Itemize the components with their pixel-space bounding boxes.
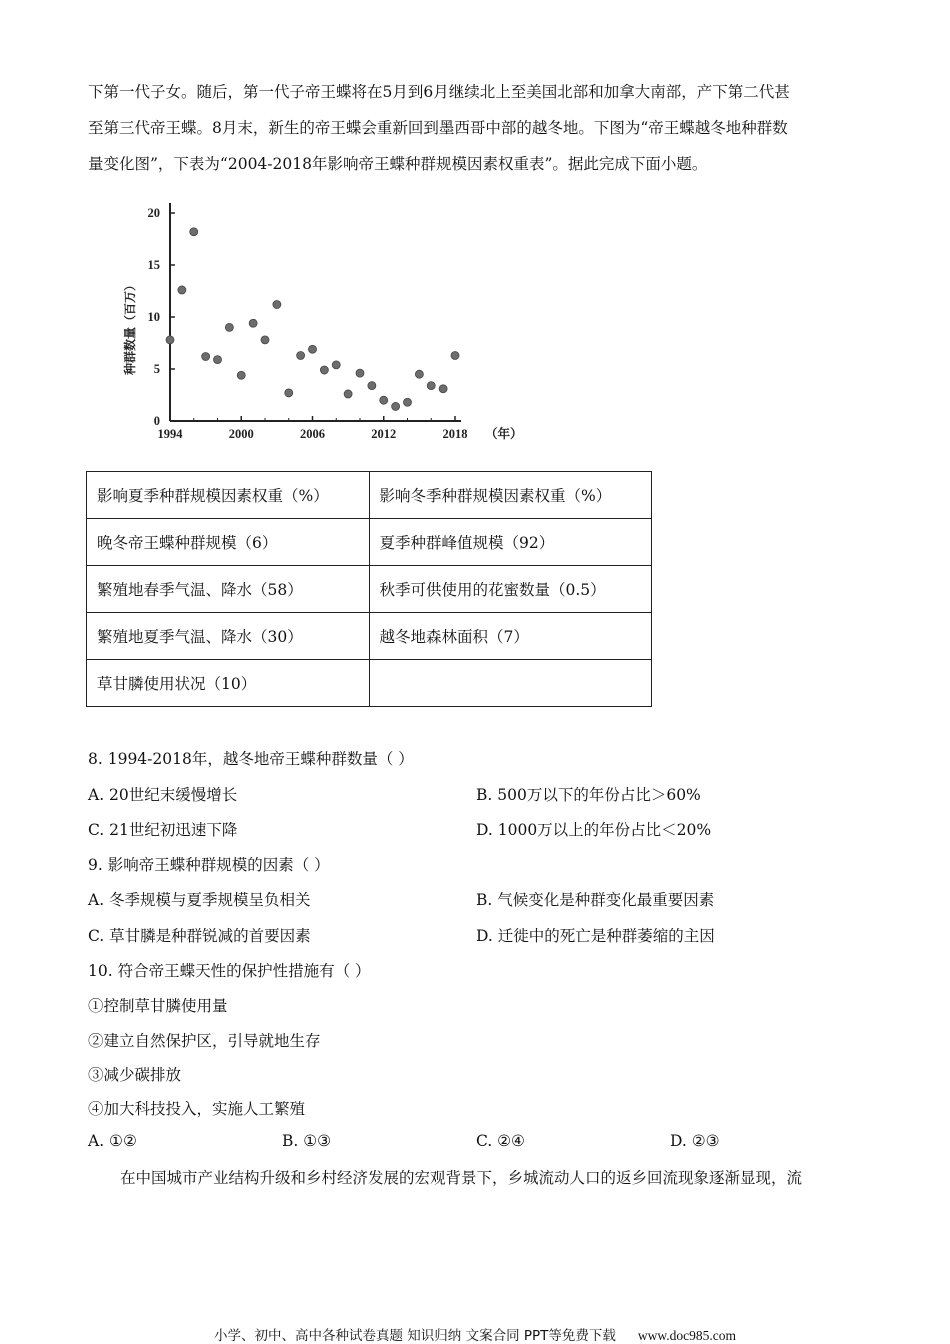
- data-point: [332, 361, 340, 369]
- chart-axes: [122, 203, 523, 441]
- data-point: [320, 366, 328, 374]
- data-point: [404, 398, 412, 406]
- data-point: [178, 286, 186, 294]
- x-axis-label: （年）: [485, 426, 523, 441]
- x-tick-label: 1994: [157, 427, 183, 441]
- data-point: [285, 389, 293, 397]
- data-point: [249, 319, 257, 327]
- y-tick-label: 20: [147, 206, 160, 220]
- x-tick-label: 2018: [442, 427, 468, 441]
- q9-option-d: D. 迁徙中的死亡是种群萎缩的主因: [476, 927, 715, 945]
- q10-option-d: D. ②③: [670, 1132, 720, 1150]
- table-cell: 秋季可供使用的花蜜数量（0.5）: [369, 566, 652, 613]
- q8-option-b: B. 500万以下的年份占比＞60%: [476, 786, 701, 804]
- data-point: [166, 336, 174, 344]
- next-passage-line: 在中国城市产业结构升级和乡村经济发展的宏观背景下，乡城流动人口的返乡回流现象逐渐显现，流: [120, 1169, 803, 1187]
- q10-option-a: A. ①②: [88, 1132, 137, 1150]
- y-axis-label: 种群数量（百万）: [123, 278, 137, 376]
- table-row: [87, 566, 652, 613]
- data-point: [439, 385, 447, 393]
- table-cell: 越冬地森林面积（7）: [369, 613, 652, 660]
- q9-option-c: C. 草甘膦是种群锐减的首要因素: [88, 927, 311, 945]
- table-cell: 繁殖地夏季气温、降水（30）: [87, 613, 370, 660]
- table-cell: 繁殖地春季气温、降水（58）: [87, 566, 370, 613]
- q10-statement-1: ①控制草甘膦使用量: [88, 997, 228, 1015]
- data-point: [237, 371, 245, 379]
- data-point: [261, 336, 269, 344]
- q9-stem: 9. 影响帝王蝶种群规模的因素（ ）: [88, 856, 330, 874]
- intro-line-3: 量变化图”，下表为“2004-2018年影响帝王蝶种群规模因素权重表”。据此完成下面小题。: [88, 155, 708, 173]
- data-point: [273, 301, 281, 309]
- footer-text: 小学、初中、高中各种试卷真题 知识归纳 文案合同 PPT等免费下载: [213, 1328, 616, 1344]
- data-point: [190, 228, 198, 236]
- q8-stem: 8. 1994-2018年，越冬地帝王蝶种群数量（ ）: [88, 750, 414, 768]
- data-point: [214, 356, 222, 364]
- data-point: [415, 370, 423, 378]
- table-cell: 草甘膦使用状况（10）: [87, 660, 370, 707]
- y-tick-label: 10: [147, 310, 160, 324]
- q10-option-c: C. ②④: [476, 1132, 525, 1150]
- y-tick-label: 15: [147, 258, 160, 272]
- data-point: [297, 351, 305, 359]
- factor-weight-table: [86, 471, 652, 707]
- data-point: [225, 323, 233, 331]
- y-tick-label: 0: [153, 414, 160, 428]
- q9-option-a: A. 冬季规模与夏季规模呈负相关: [88, 891, 311, 909]
- q8-option-d: D. 1000万以上的年份占比＜20%: [476, 821, 712, 839]
- intro-line-1: 下第一代子女。随后，第一代子帝王蝶将在5月到6月继续北上至美国北部和加拿大南部，产下第二代甚: [88, 83, 790, 101]
- q10-stem: 10. 符合帝王蝶天性的保护性措施有（ ）: [88, 962, 371, 980]
- q8-option-c: C. 21世纪初迅速下降: [88, 821, 238, 839]
- intro-line-2: 至第三代帝王蝶。8月末，新生的帝王蝶会重新回到墨西哥中部的越冬地。下图为“帝王蝶越冬地种群数: [88, 119, 788, 137]
- data-point: [451, 351, 459, 359]
- data-point: [380, 396, 388, 404]
- table-row: [87, 519, 652, 566]
- data-point: [392, 402, 400, 410]
- x-tick-label: 2012: [371, 427, 397, 441]
- table-header-winter: 影响冬季种群规模因素权重（%）: [369, 472, 652, 519]
- chart-points: [166, 228, 459, 411]
- population-scatter-chart: [112, 196, 532, 448]
- y-tick-label: 5: [153, 362, 160, 376]
- data-point: [309, 345, 317, 353]
- data-point: [202, 353, 210, 361]
- q9-option-b: B. 气候变化是种群变化最重要因素: [476, 891, 715, 909]
- table-header-summer: 影响夏季种群规模因素权重（%）: [87, 472, 370, 519]
- q10-statement-2: ②建立自然保护区，引导就地生存: [88, 1032, 321, 1050]
- q8-option-a: A. 20世纪末缓慢增长: [88, 786, 238, 804]
- data-point: [356, 369, 364, 377]
- table-cell: 夏季种群峰值规模（92）: [369, 519, 652, 566]
- page-footer: [0, 1324, 950, 1344]
- table-row: [87, 613, 652, 660]
- q10-option-b: B. ①③: [282, 1132, 332, 1150]
- data-point: [427, 382, 435, 390]
- table-row: [87, 660, 652, 707]
- data-point: [344, 390, 352, 398]
- table-cell: [369, 660, 652, 707]
- table-cell: 晚冬帝王蝶种群规模（6）: [87, 519, 370, 566]
- x-tick-label: 2006: [300, 427, 325, 441]
- table-header-row: [87, 472, 652, 519]
- footer-site-link[interactable]: www.doc985.com: [637, 1328, 736, 1343]
- q10-statement-4: ④加大科技投入，实施人工繁殖: [88, 1100, 306, 1118]
- x-tick-label: 2000: [228, 427, 254, 441]
- data-point: [368, 382, 376, 390]
- q10-statement-3: ③减少碳排放: [88, 1066, 182, 1084]
